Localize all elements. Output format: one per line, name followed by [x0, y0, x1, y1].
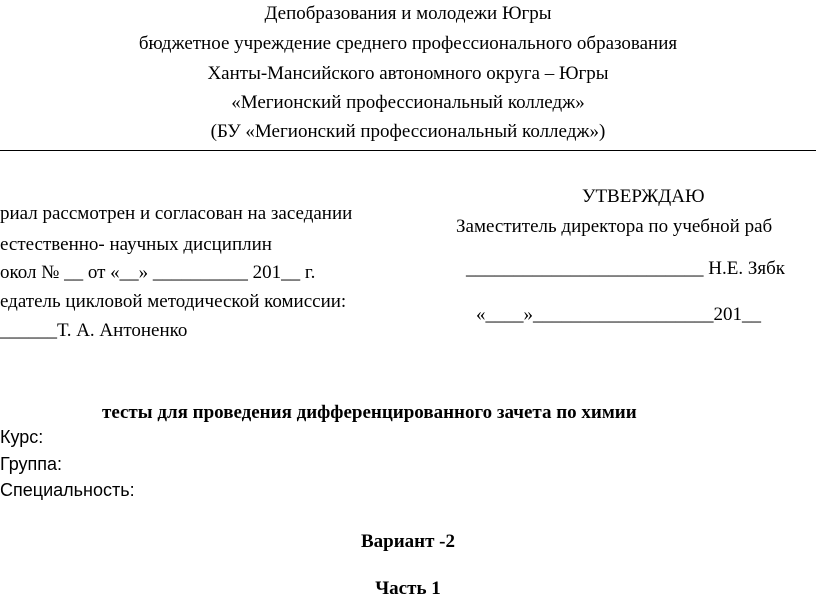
field-specialty-label: Специальность:	[0, 480, 135, 500]
approval-date-line: «____»___________________201__	[476, 304, 761, 325]
document-heading: тесты для проведения дифференцированного зачета по химии	[102, 402, 637, 423]
approval-position: Заместитель директора по учебной раб	[456, 216, 773, 237]
left-approval-line-4: едатель цикловой методической комиссии:	[0, 291, 347, 312]
field-group-label: Группа:	[0, 454, 63, 474]
header-line-4: «Мегионский профессиональный колледж»	[231, 92, 585, 113]
left-approval-line-1: риал рассмотрен и согласован на заседании	[0, 203, 353, 224]
header-line-3: Ханты-Мансийского автономного округа – Югры	[207, 63, 609, 84]
left-approval-line-5: ______Т. А. Антоненко	[0, 320, 188, 341]
header-divider	[0, 150, 816, 151]
left-approval-line-3: окол № __ от «__» __________ 201__ г.	[0, 262, 316, 283]
part-heading: Часть 1	[375, 578, 441, 599]
header-line-5: (БУ «Мегионский профессиональный колледж»)	[210, 121, 606, 142]
approval-title: УТВЕРЖДАЮ	[582, 186, 705, 207]
variant-heading: Вариант -2	[360, 531, 456, 552]
left-approval-line-2: естественно- научных дисциплин	[0, 234, 272, 255]
field-course-label: Курс:	[0, 427, 44, 447]
approval-signature-line: _________________________ Н.Е. Зябк	[466, 258, 785, 279]
header-line-2: бюджетное учреждение среднего профессионального образования	[138, 33, 678, 54]
header-line-1: Депобразования и молодежи Югры	[264, 3, 552, 24]
